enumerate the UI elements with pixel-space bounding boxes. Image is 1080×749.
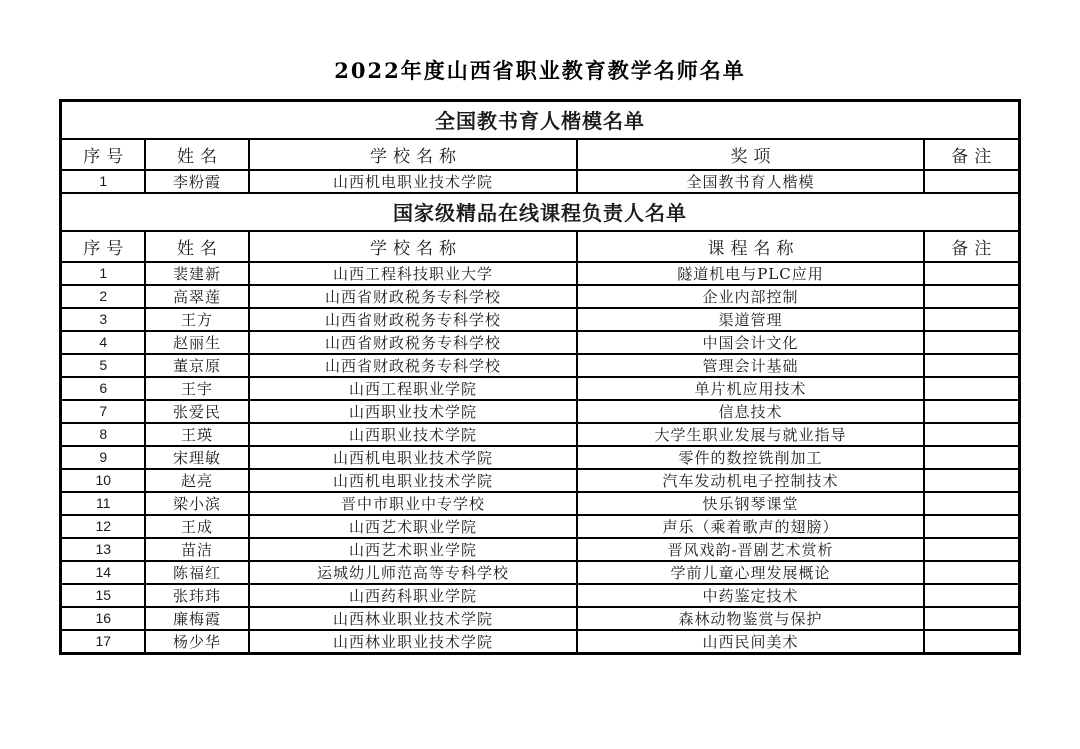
table-row: [61, 170, 1019, 193]
table-cell-note: [924, 354, 1019, 377]
table-row: [61, 262, 1019, 285]
table-cell-note: [924, 170, 1019, 193]
column-header: 姓名: [145, 231, 249, 262]
table-cell-school: 山西职业技术学院: [249, 423, 577, 446]
column-header-row: [61, 139, 1019, 170]
table-cell-name: 王成: [145, 515, 249, 538]
table-row: [61, 354, 1019, 377]
column-header: 学校名称: [249, 139, 577, 170]
table-cell-school: 山西省财政税务专科学校: [249, 354, 577, 377]
table-cell-no: 7: [61, 400, 145, 423]
table-cell-name: 廉梅霞: [145, 607, 249, 630]
table-cell-note: [924, 584, 1019, 607]
table-cell-item: 快乐钢琴课堂: [577, 492, 924, 515]
table-cell-item: 信息技术: [577, 400, 924, 423]
table-cell-name: 宋理敏: [145, 446, 249, 469]
table-cell-item: 中药鉴定技术: [577, 584, 924, 607]
column-header: 备注: [924, 139, 1019, 170]
table-row: [61, 308, 1019, 331]
table-cell-school: 山西机电职业技术学院: [249, 446, 577, 469]
table-cell-name: 苗洁: [145, 538, 249, 561]
table-cell-note: [924, 630, 1019, 654]
column-header: 序号: [61, 231, 145, 262]
table-cell-item: 汽车发动机电子控制技术: [577, 469, 924, 492]
table-row: [61, 538, 1019, 561]
table-cell-note: [924, 423, 1019, 446]
table-row: [61, 584, 1019, 607]
table-cell-school: 晋中市职业中专学校: [249, 492, 577, 515]
table-cell-school: 山西省财政税务专科学校: [249, 308, 577, 331]
table-cell-no: 14: [61, 561, 145, 584]
table-cell-school: 山西省财政税务专科学校: [249, 285, 577, 308]
table-cell-item: 晋风戏韵-晋剧艺术赏析: [577, 538, 924, 561]
table-cell-no: 3: [61, 308, 145, 331]
table-cell-school: 运城幼儿师范高等专科学校: [249, 561, 577, 584]
table-cell-note: [924, 331, 1019, 354]
table-cell-name: 裴建新: [145, 262, 249, 285]
table-row: [61, 492, 1019, 515]
column-header: 课程名称: [577, 231, 924, 262]
table-row: [61, 515, 1019, 538]
table-cell-note: [924, 607, 1019, 630]
section-title-row: [61, 193, 1019, 231]
table-cell-note: [924, 308, 1019, 331]
table-cell-name: 高翠莲: [145, 285, 249, 308]
table-cell-note: [924, 561, 1019, 584]
table-cell-note: [924, 285, 1019, 308]
table-cell-no: 8: [61, 423, 145, 446]
table-cell-no: 11: [61, 492, 145, 515]
table-cell-no: 1: [61, 262, 145, 285]
table-cell-no: 5: [61, 354, 145, 377]
table-cell-item: 山西民间美术: [577, 630, 924, 654]
table-cell-school: 山西省财政税务专科学校: [249, 331, 577, 354]
table-cell-school: 山西林业职业技术学院: [249, 607, 577, 630]
section-title-row: [61, 101, 1019, 139]
table-cell-no: 1: [61, 170, 145, 193]
table-cell-school: 山西工程科技职业大学: [249, 262, 577, 285]
table-row: [61, 607, 1019, 630]
table-cell-item: 企业内部控制: [577, 285, 924, 308]
column-header: 学校名称: [249, 231, 577, 262]
table-cell-item: 大学生职业发展与就业指导: [577, 423, 924, 446]
table-row: [61, 446, 1019, 469]
table-cell-name: 王宇: [145, 377, 249, 400]
table-cell-name: 张爱民: [145, 400, 249, 423]
column-header: 备注: [924, 231, 1019, 262]
table-cell-item: 全国教书育人楷模: [577, 170, 924, 193]
table-cell-item: 学前儿童心理发展概论: [577, 561, 924, 584]
table-row: [61, 469, 1019, 492]
table-cell-name: 董京原: [145, 354, 249, 377]
column-header-row: [61, 231, 1019, 262]
table-cell-item: 零件的数控铣削加工: [577, 446, 924, 469]
table-cell-item: 中国会计文化: [577, 331, 924, 354]
table-row: [61, 400, 1019, 423]
table-body: [61, 101, 1019, 654]
table-row: [61, 561, 1019, 584]
table-cell-no: 4: [61, 331, 145, 354]
table-cell-no: 2: [61, 285, 145, 308]
table-cell-school: 山西工程职业学院: [249, 377, 577, 400]
table-cell-note: [924, 377, 1019, 400]
table-cell-note: [924, 492, 1019, 515]
table-row: [61, 377, 1019, 400]
table-cell-name: 杨少华: [145, 630, 249, 654]
table-cell-name: 陈福红: [145, 561, 249, 584]
column-header: 序号: [61, 139, 145, 170]
table-cell-note: [924, 400, 1019, 423]
table-cell-name: 王瑛: [145, 423, 249, 446]
table-cell-no: 9: [61, 446, 145, 469]
table-cell-school: 山西机电职业技术学院: [249, 469, 577, 492]
table-cell-note: [924, 538, 1019, 561]
table-cell-no: 10: [61, 469, 145, 492]
table-cell-school: 山西艺术职业学院: [249, 538, 577, 561]
table-cell-note: [924, 469, 1019, 492]
table-cell-school: 山西职业技术学院: [249, 400, 577, 423]
page-title: 2022年度山西省职业教育教学名师名单: [334, 58, 746, 83]
table-cell-no: 16: [61, 607, 145, 630]
table-cell-item: 渠道管理: [577, 308, 924, 331]
table-cell-note: [924, 515, 1019, 538]
table-row: [61, 285, 1019, 308]
section-title: 全国教书育人楷模名单: [61, 101, 1019, 139]
table-cell-note: [924, 446, 1019, 469]
roster-table: [59, 99, 1020, 655]
table-cell-name: 张玮玮: [145, 584, 249, 607]
table-cell-school: 山西机电职业技术学院: [249, 170, 577, 193]
table-cell-name: 梁小滨: [145, 492, 249, 515]
table-cell-name: 王方: [145, 308, 249, 331]
table-cell-school: 山西林业职业技术学院: [249, 630, 577, 654]
table-cell-item: 单片机应用技术: [577, 377, 924, 400]
table-cell-no: 12: [61, 515, 145, 538]
table-cell-item: 声乐（乘着歌声的翅膀）: [577, 515, 924, 538]
table-cell-note: [924, 262, 1019, 285]
column-header: 姓名: [145, 139, 249, 170]
table-row: [61, 331, 1019, 354]
table-cell-no: 13: [61, 538, 145, 561]
table-cell-no: 6: [61, 377, 145, 400]
table-cell-item: 森林动物鉴赏与保护: [577, 607, 924, 630]
table-cell-item: 管理会计基础: [577, 354, 924, 377]
table-cell-school: 山西药科职业学院: [249, 584, 577, 607]
table-cell-name: 赵丽生: [145, 331, 249, 354]
table-cell-name: 赵亮: [145, 469, 249, 492]
table-cell-no: 15: [61, 584, 145, 607]
table-row: [61, 423, 1019, 446]
table-cell-item: 隧道机电与PLC应用: [577, 262, 924, 285]
table-cell-no: 17: [61, 630, 145, 654]
table-cell-name: 李粉霞: [145, 170, 249, 193]
section-title: 国家级精品在线课程负责人名单: [61, 193, 1019, 231]
column-header: 奖项: [577, 139, 924, 170]
table-row: [61, 630, 1019, 654]
table-cell-school: 山西艺术职业学院: [249, 515, 577, 538]
